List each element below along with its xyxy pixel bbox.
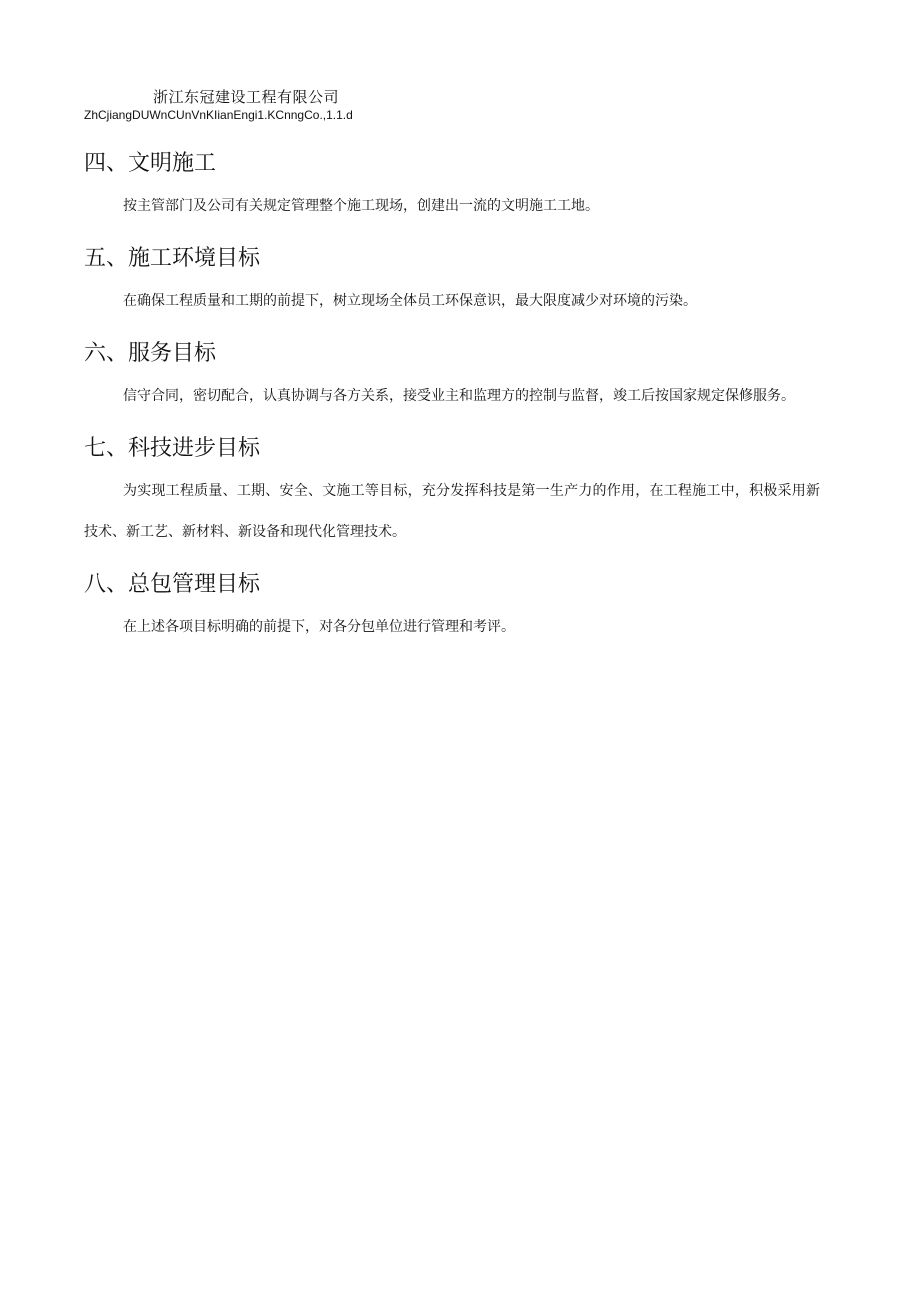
section-heading: 四、文明施工 — [84, 151, 217, 176]
section-heading: 八、总包管理目标 — [84, 572, 261, 597]
section-heading: 五、施工环境目标 — [84, 246, 261, 271]
section-body: 按主管部门及公司有关规定管理整个施工现场，创建出一流的文明施工工地。 — [123, 198, 599, 214]
section-body: 在确保工程质量和工期的前提下，树立现场全体员工环保意识，最大限度减少对环境的污染。 — [123, 293, 697, 309]
section-environment-goal — [84, 237, 820, 322]
section-civilized-construction — [84, 142, 820, 227]
company-name-cn: 浙江东冠建设工程有限公司 — [153, 88, 340, 106]
section-body: 为实现工程质量、工期、安全、文施工等目标，充分发挥科技是第一生产力的作用，在工程施工中，积极采用新技术、新工艺、新材料、新设备和现代化管理技术。 — [84, 483, 820, 540]
document-content — [84, 142, 820, 658]
section-heading: 六、服务目标 — [84, 341, 217, 366]
section-service-goal — [84, 332, 820, 417]
section-technology-goal — [84, 427, 820, 553]
company-name-en: ZhCjiangDUWnCUnVnKIianEngi1.KCnngCo.,1.1.d — [84, 108, 353, 122]
section-heading: 七、科技进步目标 — [84, 436, 261, 461]
section-body: 信守合同，密切配合，认真协调与各方关系，接受业主和监理方的控制与监督，竣工后按国家规定保修服务。 — [123, 388, 795, 404]
section-general-contract-goal — [84, 563, 820, 648]
section-body: 在上述各项目标明确的前提下，对各分包单位进行管理和考评。 — [123, 619, 515, 635]
